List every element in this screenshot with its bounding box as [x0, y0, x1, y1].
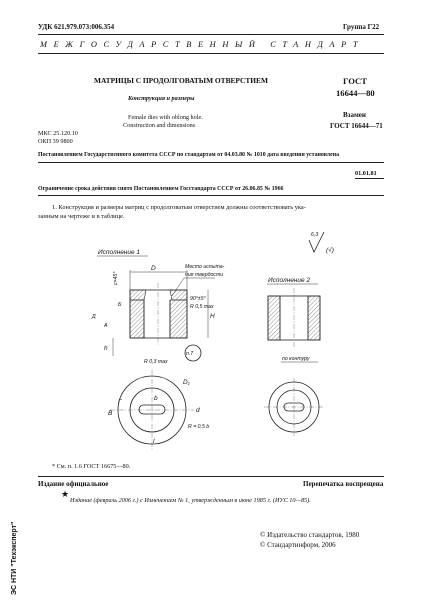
- chamfer-label: c×45°: [113, 271, 119, 285]
- decree-text: Постановлением Государственного комитета СССР по стандартам от 04.03.80 № 1010 дата введения установлена: [38, 152, 340, 158]
- dim-b: b: [154, 395, 158, 402]
- dim-h: h: [104, 345, 108, 352]
- en-subtitle: Construction and dimensions: [123, 122, 196, 129]
- copyright-1: © Издательство стандартов, 1980: [260, 531, 360, 539]
- dim-H: H: [210, 313, 215, 320]
- effective-date: 01.01.81: [355, 170, 377, 177]
- label-A2-view: А: [104, 323, 108, 329]
- radius-max2-label: R 0,3 max: [144, 359, 168, 365]
- replaces-value: ГОСТ 16644—71: [330, 122, 383, 130]
- en-title: Female dies with oblong hole.: [128, 114, 203, 121]
- label-V: В: [108, 410, 113, 417]
- copyright-2: © Стандартинформ, 2006: [260, 541, 336, 549]
- dim-D: D: [151, 265, 156, 272]
- version-2-label: Исполнение 2: [268, 277, 311, 284]
- star-icon: ★: [61, 489, 70, 499]
- label-A-view: Д: [92, 314, 96, 320]
- roughness-value: 6,3: [311, 232, 319, 238]
- section-view-1: [91, 265, 215, 365]
- edition-official: Издание официальное: [38, 480, 109, 488]
- side-stamp: ЭС НТИ "Техэксперт": [11, 521, 18, 595]
- plan-view-2: [264, 378, 324, 436]
- roughness-extra: (√): [326, 247, 334, 254]
- angle-label: 90°±5°: [190, 296, 206, 302]
- label-B-view: Б: [118, 302, 122, 308]
- replaces-label: Взамен: [343, 111, 366, 119]
- gost-number: 16644—80: [336, 88, 375, 98]
- along-contour-label: по контуру: [282, 356, 310, 362]
- edition-note: Издание (февраль 2006 г.) с Изменением № 1, утвержденным в июне 1985 г. (ИУС 10—85).: [70, 497, 311, 504]
- clause-1-line2: занным на чертеже и в таблице.: [38, 213, 125, 220]
- hardness-place-label: Место испыта-: [185, 264, 225, 270]
- gost-label: ГОСТ: [343, 76, 367, 86]
- hardness-place-label2: ния твердости: [185, 272, 224, 278]
- dim-D1: D₁: [183, 379, 190, 386]
- okp-code: ОКП 39 9800: [38, 138, 73, 145]
- doc-subtitle: Конструкция и размеры: [128, 95, 195, 102]
- footnote: * См. п. 1.6 ГОСТ 16675—80.: [52, 463, 131, 470]
- radius-max-label: R 0,5 max: [190, 304, 214, 310]
- detail-ref: п.7: [186, 351, 194, 357]
- group-code: Группа Г22: [343, 23, 380, 31]
- plan-view-1: [108, 370, 209, 450]
- mks-code: МКС 25.120.10: [38, 130, 78, 137]
- banner: МЕЖГОСУДАРСТВЕННЫЙ СТАНДАРТ: [40, 40, 365, 49]
- radius-b-label: R = 0,5 b: [188, 424, 210, 430]
- version-1-label: Исполнение 1: [98, 249, 141, 256]
- label-G: Г: [118, 399, 122, 406]
- udk-code: УДК 621.979.073:006.354: [38, 23, 115, 31]
- section-view-2: [268, 288, 320, 362]
- dim-d: d: [196, 407, 200, 414]
- doc-title: МАТРИЦЫ С ПРОДОЛГОВАТЫМ ОТВЕРСТИЕМ: [94, 76, 268, 85]
- clause-1-line1: 1. Конструкция и размеры матриц с продолговатым отверстием должны соответствовать ука-: [52, 204, 306, 211]
- footer-rule: [38, 476, 384, 477]
- reprint-forbidden: Перепечатка воспрещена: [303, 480, 384, 488]
- roughness-mark: [309, 232, 334, 254]
- dim-l: l: [153, 438, 155, 445]
- restriction-text: Ограничение срока действия снято Постановлением Госстандарта СССР от 26.06.85 № 1966: [38, 186, 284, 192]
